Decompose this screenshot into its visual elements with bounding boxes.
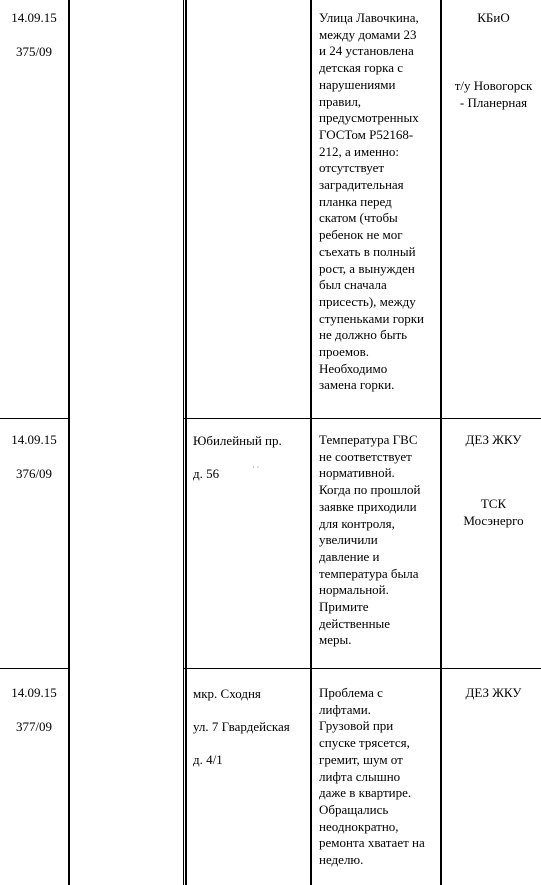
date-text: 14.09.15	[11, 10, 57, 25]
text-line: увеличили	[319, 532, 378, 548]
text-line: действенные	[319, 615, 391, 631]
table-column-border	[440, 0, 442, 885]
text-line: Примите	[319, 599, 369, 615]
responsible-org: ДЕЗ ЖКУ	[465, 685, 522, 700]
text-line: неделю.	[319, 852, 364, 868]
responsible-org: КБиО	[477, 10, 510, 25]
problem-description	[319, 685, 436, 869]
row-date-cell	[0, 432, 68, 482]
text-line: нарушениями	[319, 76, 396, 92]
text-line: ремонта хватает на	[319, 835, 425, 851]
row-separator	[183, 418, 541, 419]
address-cell	[193, 432, 305, 482]
text-line: между домами 23	[319, 26, 417, 42]
responsible-cell	[446, 10, 541, 27]
row-separator	[183, 668, 541, 669]
responsible-org: ДЕЗ ЖКУ	[465, 432, 522, 447]
text-line: Улица Лавочкина,	[319, 10, 419, 25]
address-line: д. 4/1	[193, 752, 223, 767]
text-line: не соответствует	[319, 448, 412, 464]
entry-number: 376/09	[15, 465, 53, 481]
responsible-cell	[446, 685, 541, 702]
text-line: Грузовой при	[319, 718, 394, 734]
text-line: заявке приходили	[319, 498, 417, 514]
text-line: детская горка с	[319, 60, 404, 76]
row-date-cell	[0, 685, 68, 735]
text-line: предусмотренных	[319, 110, 419, 126]
text-line: заградительная	[319, 177, 404, 193]
text-line: присесть), между	[319, 293, 416, 309]
text-line: меры.	[319, 632, 352, 648]
text-line: даже в квартире.	[319, 785, 412, 801]
text-line: проемов.	[319, 344, 370, 360]
text-line: нормальной.	[319, 582, 389, 598]
text-line: лифта слышно	[319, 768, 401, 784]
text-line: замена горки.	[319, 377, 395, 393]
table-column-border	[310, 0, 312, 885]
text-line: т/у Новогорск	[454, 78, 533, 93]
table-column-border	[185, 0, 187, 885]
text-line: Мосэнерго	[463, 512, 524, 528]
address-line: мкр. Сходня	[193, 686, 261, 701]
text-line: не должно быть	[319, 327, 408, 343]
address-cell	[193, 685, 305, 768]
responsible-secondary	[446, 496, 541, 529]
responsible-cell	[446, 432, 541, 449]
text-line: - Планерная	[459, 94, 528, 110]
text-line: нормативной.	[319, 465, 395, 481]
text-line: и 24 установлена	[319, 43, 414, 59]
text-line: ГОСТом Р52168-	[319, 126, 414, 142]
text-line: Когда по прошлой	[319, 482, 421, 498]
problem-description	[319, 10, 436, 394]
scan-artifact: · ·	[252, 463, 260, 472]
entry-number: 375/09	[15, 43, 53, 59]
text-line: неоднократно,	[319, 818, 399, 834]
address-line: ул. 7 Гвардейская	[193, 719, 290, 734]
text-line: гремит, шум от	[319, 751, 403, 767]
text-line: планка перед	[319, 193, 392, 209]
text-line: Необходимо	[319, 360, 388, 376]
date-text: 14.09.15	[11, 685, 57, 700]
text-line: скатом (чтобы	[319, 210, 398, 226]
text-line: температура была	[319, 565, 419, 581]
text-line: лифтами.	[319, 701, 371, 717]
text-line: отсутствует	[319, 160, 385, 176]
text-line: ТСК	[480, 496, 507, 511]
table-column-border	[183, 0, 184, 885]
text-line: Температура ГВС	[319, 432, 418, 447]
row-separator	[0, 668, 68, 669]
address-line: Юбилейный пр.	[193, 433, 282, 448]
table-column-border	[68, 0, 70, 885]
text-line: съехать в полный	[319, 243, 416, 259]
text-line: рост, а вынужден	[319, 260, 415, 276]
row-separator	[0, 418, 68, 419]
text-line: давление и	[319, 548, 380, 564]
text-line: правил,	[319, 93, 362, 109]
date-text: 14.09.15	[11, 432, 57, 447]
address-line: д. 56	[193, 466, 220, 481]
text-line: Обращались	[319, 801, 389, 817]
entry-number: 377/09	[15, 718, 53, 734]
text-line: 212, а именно:	[319, 143, 399, 159]
text-line: был сначала	[319, 277, 387, 293]
responsible-secondary	[446, 78, 541, 111]
text-line: ребенок не мог	[319, 227, 403, 243]
row-date-cell	[0, 10, 68, 60]
problem-description	[319, 432, 436, 649]
text-line: спуске трясется,	[319, 735, 410, 751]
text-line: для контроля,	[319, 515, 395, 531]
text-line: ступеньками горки	[319, 310, 424, 326]
text-line: Проблема с	[319, 685, 383, 700]
